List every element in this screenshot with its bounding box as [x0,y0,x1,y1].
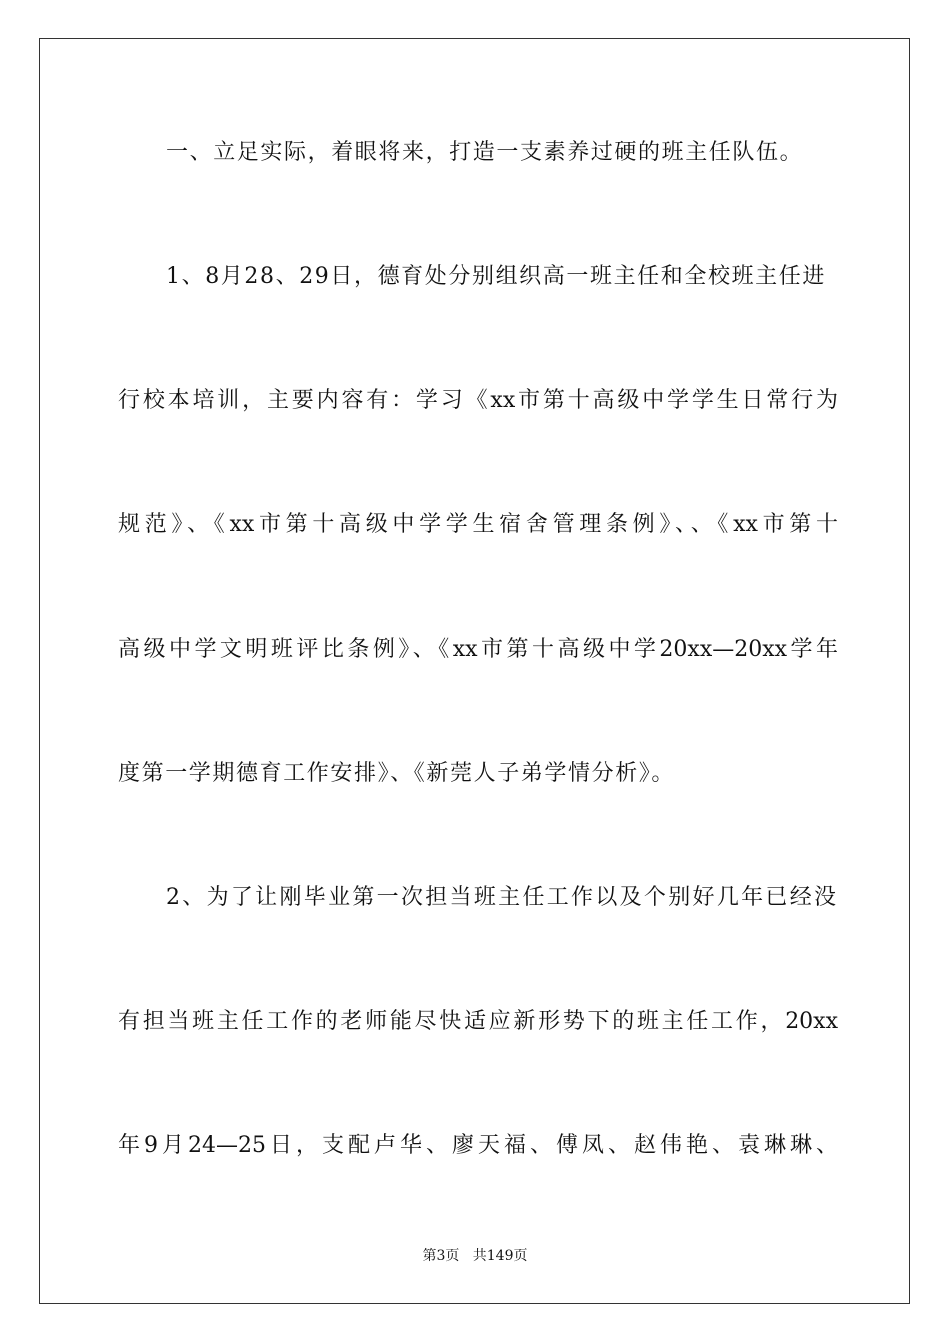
page-border [39,38,910,1304]
paragraph-line-7: 有担当班主任工作的老师能尽快适应新形势下的班主任工作，20xx [118,1009,838,1034]
paragraph-heading-line: 一、立足实际，着眼将来，打造一支素养过硬的班主任队伍。 [166,140,804,165]
paragraph-line-5: 度第一学期德育工作安排》、《新莞人子弟学情分析》。 [118,761,676,786]
paragraph-line-8: 年9月24—25日，支配卢华、廖天福、傅凤、赵伟艳、袁琳琳、 [118,1133,838,1158]
paragraph-line-3: 规范》、《xx市第十高级中学学生宿舍管理条例》、、《xx市第十 [118,512,838,537]
paragraph-line-2: 行校本培训，主要内容有：学习《xx市第十高级中学学生日常行为 [118,388,838,413]
total-pages: 共149页 [472,1248,528,1264]
paragraph-line-4: 高级中学文明班评比条例》、《xx市第十高级中学20xx—20xx学年 [118,637,838,662]
paragraph-line-6: 2、为了让刚毕业第一次担当班主任工作以及个别好几年已经没 [166,885,836,910]
page-footer [0,1247,950,1265]
paragraph-line-1: 1、8月28、29日，德育处分别组织高一班主任和全校班主任进 [166,264,826,289]
page-number: 第3页 [422,1248,460,1264]
